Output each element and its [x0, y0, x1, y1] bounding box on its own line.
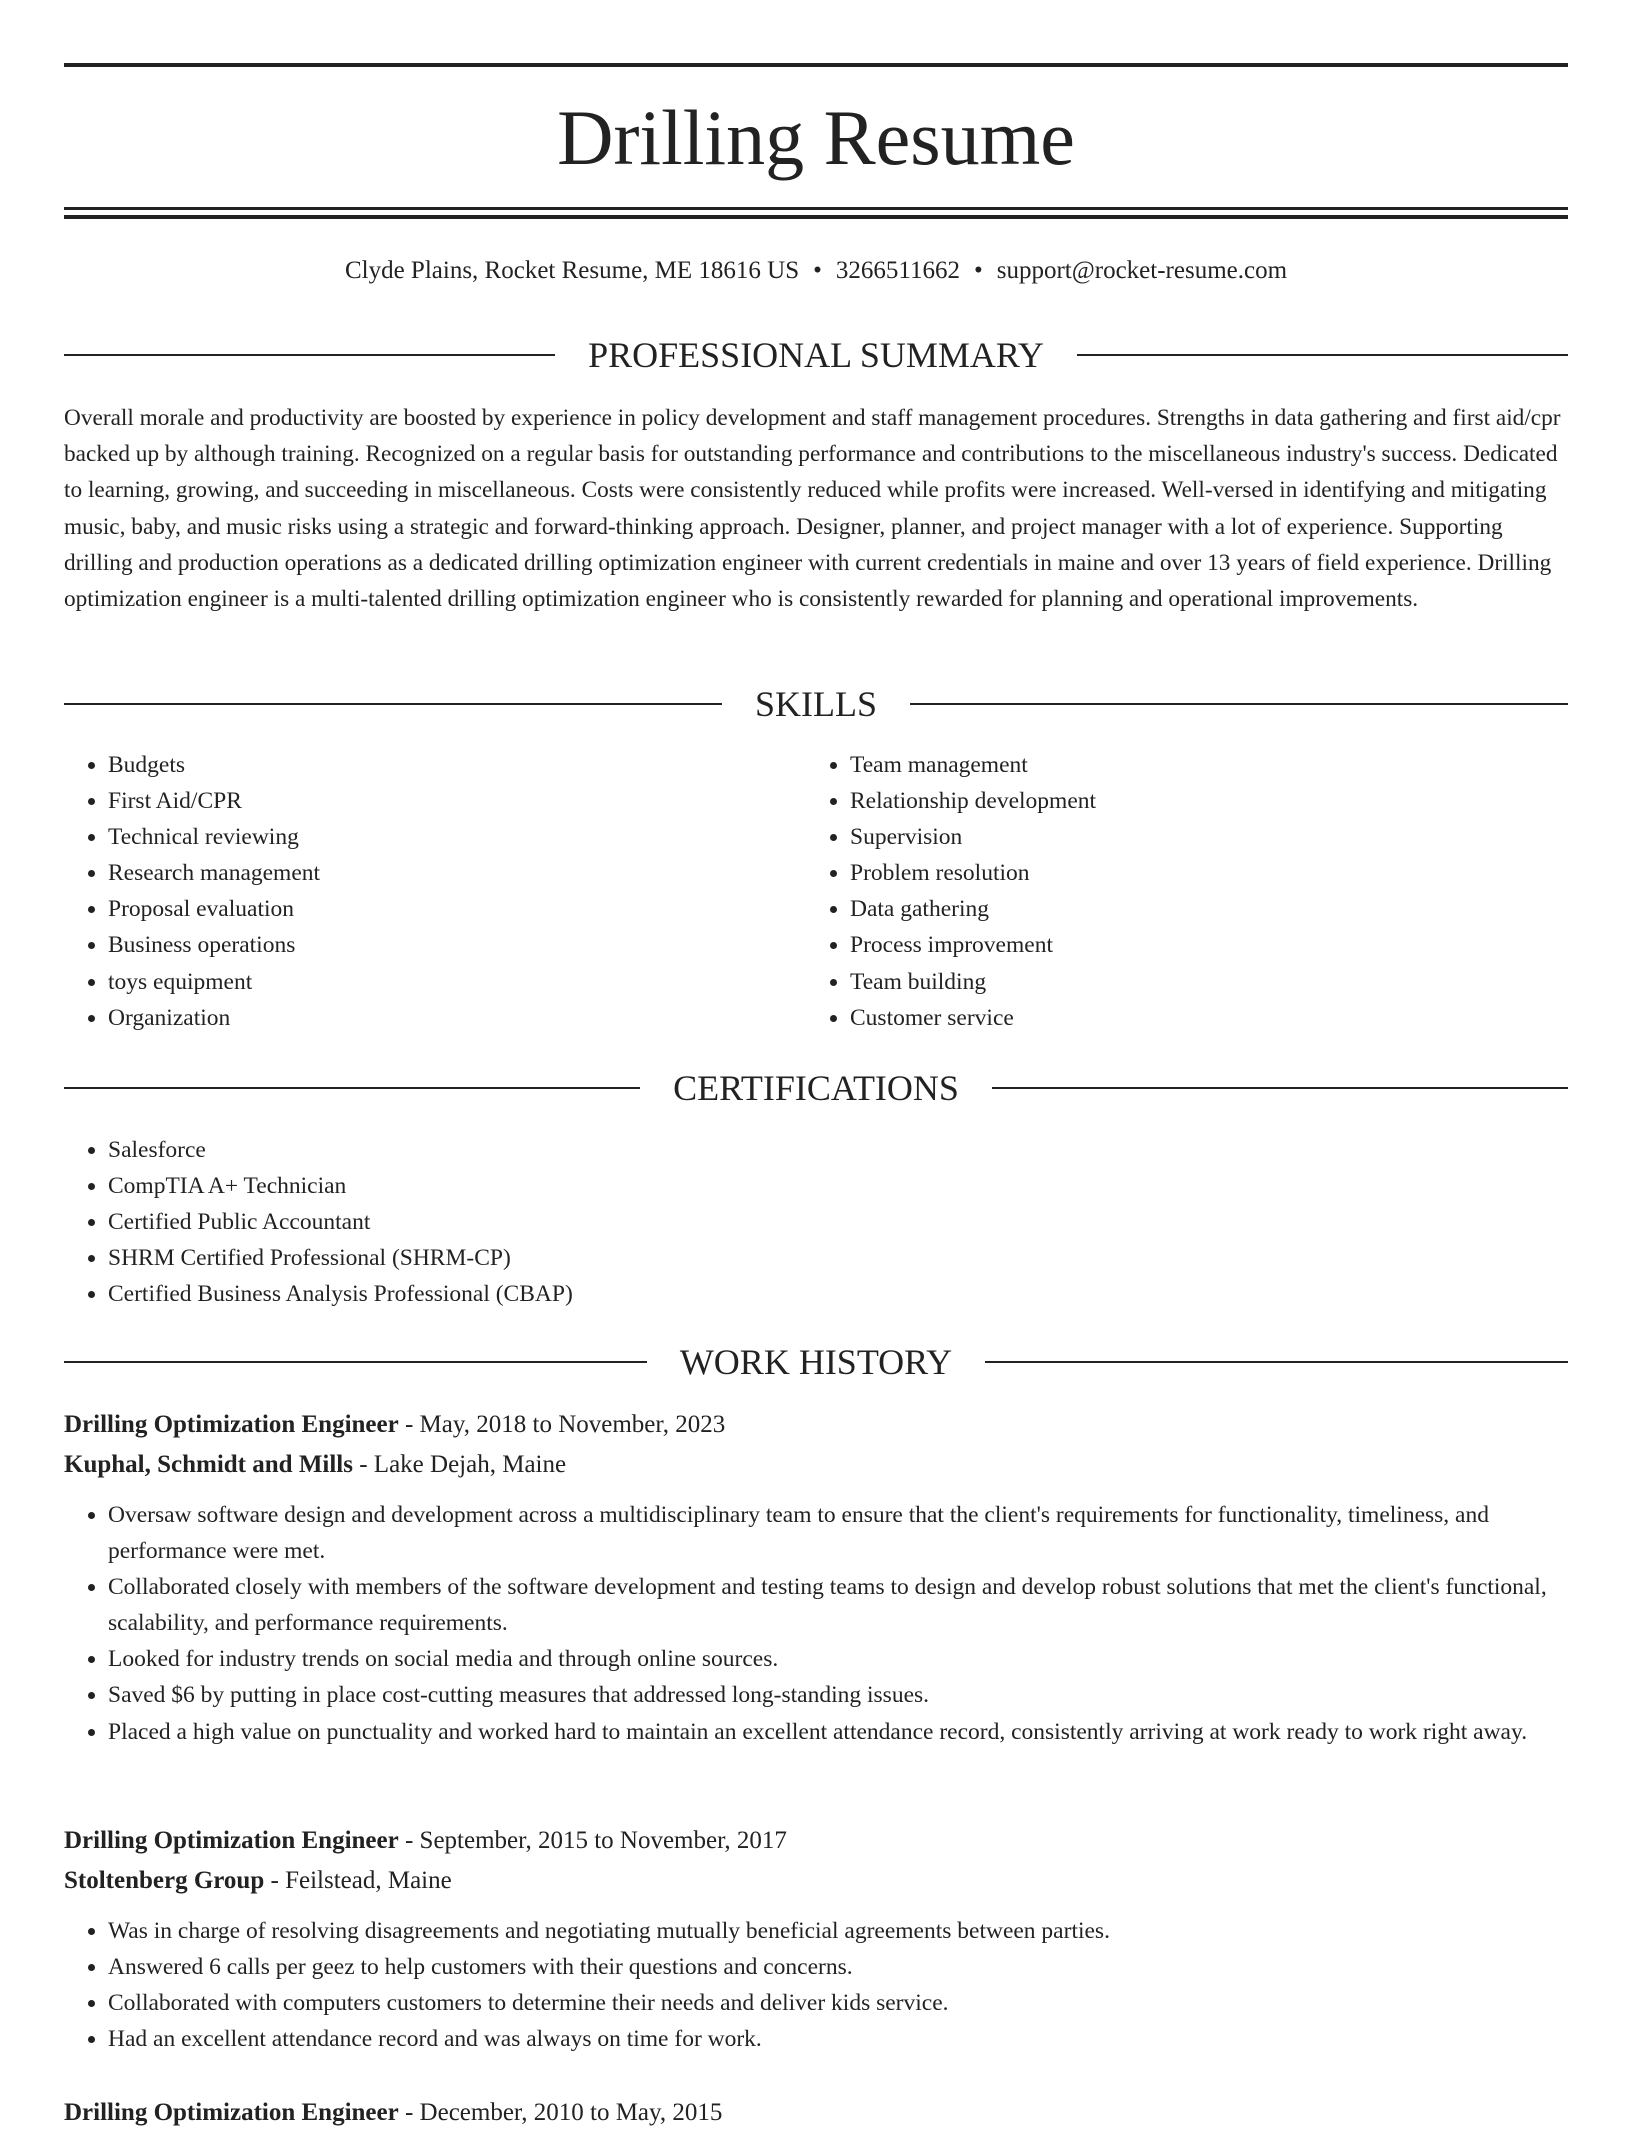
- skill-item: • Budgets: [108, 747, 764, 783]
- job-bullet: • Answered 6 calls per geez to help customers with their questions and concerns.: [108, 1949, 1568, 1985]
- skill-item: • Research management: [108, 855, 764, 891]
- header-double-rule: [64, 207, 1568, 219]
- job-title-line: [64, 1405, 1568, 1445]
- job-bullets: [64, 1497, 1568, 1750]
- contact-address: Clyde Plains, Rocket Resume, ME 18616 US: [344, 257, 800, 284]
- skill-item: • Technical reviewing: [108, 819, 764, 855]
- job-company: Kuphal, Schmidt and Mills: [64, 1451, 353, 1478]
- skill-item: • First Aid/CPR: [108, 783, 764, 819]
- certification-item: • Certified Business Analysis Professional (CBAP): [108, 1276, 1064, 1312]
- job-title-line: [64, 1821, 1568, 1861]
- section-title: CERTIFICATIONS: [673, 1068, 959, 1108]
- section-heading-skills: [64, 682, 1568, 726]
- skills-column-right: [806, 747, 1506, 1036]
- contact-separator: •: [973, 257, 983, 284]
- job-bullet: • Had an excellent attendance record and was always on time for work.: [108, 2021, 1568, 2057]
- job-company: Stoltenberg Group: [64, 1867, 265, 1894]
- job-location: - Feilstead, Maine: [270, 1867, 452, 1894]
- job-dates: - September, 2015 to November, 2017: [404, 1827, 787, 1854]
- section-heading-work-history: [64, 1340, 1568, 1384]
- certification-item: • CompTIA A+ Technician: [108, 1168, 1064, 1204]
- skill-item: • Data gathering: [850, 891, 1506, 927]
- skill-item: • Relationship development: [850, 783, 1506, 819]
- skill-item: • Customer service: [850, 1000, 1506, 1036]
- contact-separator: •: [813, 257, 822, 284]
- summary-text: Overall morale and productivity are boosted by experience in policy development and staff management procedures. Strengths in data gathering and first aid/cpr backed up by although training. Recognized on a regular basis for outstanding performance and contributions to the miscellaneous industry's success. Dedicated to learning, growing, and succeeding in miscellaneous. Costs were consistently reduced while profits were increased. Well-versed in identifying and mitigating music, baby, and music risks using a strategic and forward-thinking approach. Designer, planner, and project manager with a lot of experience. Supporting drilling and production operations as a dedicated drilling optimization engineer with current credentials in maine and over 13 years of field experience. Drilling optimization engineer is a multi-talented drilling optimization engineer who is consistently rewarded for planning and operational improvements.: [64, 405, 1561, 613]
- section-heading-certifications: [64, 1066, 1568, 1110]
- skill-item: • toys equipment: [108, 964, 764, 1000]
- section-title: SKILLS: [755, 684, 878, 724]
- job-company-line: [64, 1445, 1568, 1485]
- divider-line: [910, 703, 1568, 705]
- skill-item: • Organization: [108, 1000, 764, 1036]
- header-top-rule: [64, 63, 1568, 67]
- section-heading-summary: [64, 333, 1568, 377]
- job-company-line: [64, 1861, 1568, 1901]
- section-title: WORK HISTORY: [679, 1342, 953, 1382]
- job-bullet: • Looked for industry trends on social media and through online sources.: [108, 1641, 1568, 1677]
- section-title: PROFESSIONAL SUMMARY: [588, 335, 1044, 375]
- contact-line: [64, 253, 1568, 289]
- job-entry: [64, 1405, 1568, 1750]
- divider-line: [1077, 354, 1568, 356]
- job-bullet: • Was in charge of resolving disagreements and negotiating mutually beneficial agreements between parties.: [108, 1913, 1568, 1949]
- skill-item: • Team building: [850, 964, 1506, 1000]
- job-bullet: • Oversaw software design and development across a multidisciplinary team to ensure that the client's requirements for functionality, timeliness, and performance were met.: [108, 1497, 1568, 1569]
- job-entry: [64, 1821, 1568, 2057]
- skill-item: • Problem resolution: [850, 855, 1506, 891]
- skill-item: • Business operations: [108, 927, 764, 963]
- certifications-list: [64, 1132, 1064, 1312]
- job-dates: - May, 2018 to November, 2023: [404, 1411, 726, 1438]
- job-bullet: • Collaborated closely with members of the software development and testing teams to design and develop robust solutions that met the client's functional, scalability, and performance requirements.: [108, 1569, 1568, 1641]
- divider-line: [992, 1087, 1568, 1089]
- job-entry: [64, 2093, 1568, 2133]
- divider-line: [64, 1087, 640, 1089]
- job-location: - Lake Dejah, Maine: [359, 1451, 567, 1478]
- job-title-line: [64, 2093, 1568, 2133]
- skill-item: • Supervision: [850, 819, 1506, 855]
- job-bullet: • Saved $6 by putting in place cost-cutting measures that addressed long-standing issues.: [108, 1677, 1568, 1713]
- job-bullet: • Placed a high value on punctuality and worked hard to maintain an excellent attendance record, consistently arriving at work ready to work right away.: [108, 1714, 1568, 1750]
- job-bullets: [64, 1913, 1568, 2057]
- resume-title: Drilling Resume: [557, 94, 1075, 181]
- skill-item: • Team management: [850, 747, 1506, 783]
- contact-phone: 3266511662: [835, 257, 960, 284]
- certification-item: • SHRM Certified Professional (SHRM-CP): [108, 1240, 1064, 1276]
- certification-item: • Salesforce: [108, 1132, 1064, 1168]
- job-title: Drilling Optimization Engineer: [64, 1411, 399, 1438]
- job-dates: - December, 2010 to May, 2015: [404, 2099, 723, 2126]
- skill-item: • Proposal evaluation: [108, 891, 764, 927]
- divider-line: [64, 354, 555, 356]
- certification-item: • Certified Public Accountant: [108, 1204, 1064, 1240]
- divider-line: [985, 1361, 1568, 1363]
- divider-line: [64, 703, 722, 705]
- job-title: Drilling Optimization Engineer: [64, 1827, 399, 1854]
- contact-email: support@rocket-resume.com: [996, 257, 1288, 284]
- divider-line: [64, 1361, 647, 1363]
- job-title: Drilling Optimization Engineer: [64, 2099, 399, 2126]
- skills-column-left: [64, 747, 764, 1036]
- skill-item: • Process improvement: [850, 927, 1506, 963]
- job-bullet: • Collaborated with computers customers to determine their needs and deliver kids service.: [108, 1985, 1568, 2021]
